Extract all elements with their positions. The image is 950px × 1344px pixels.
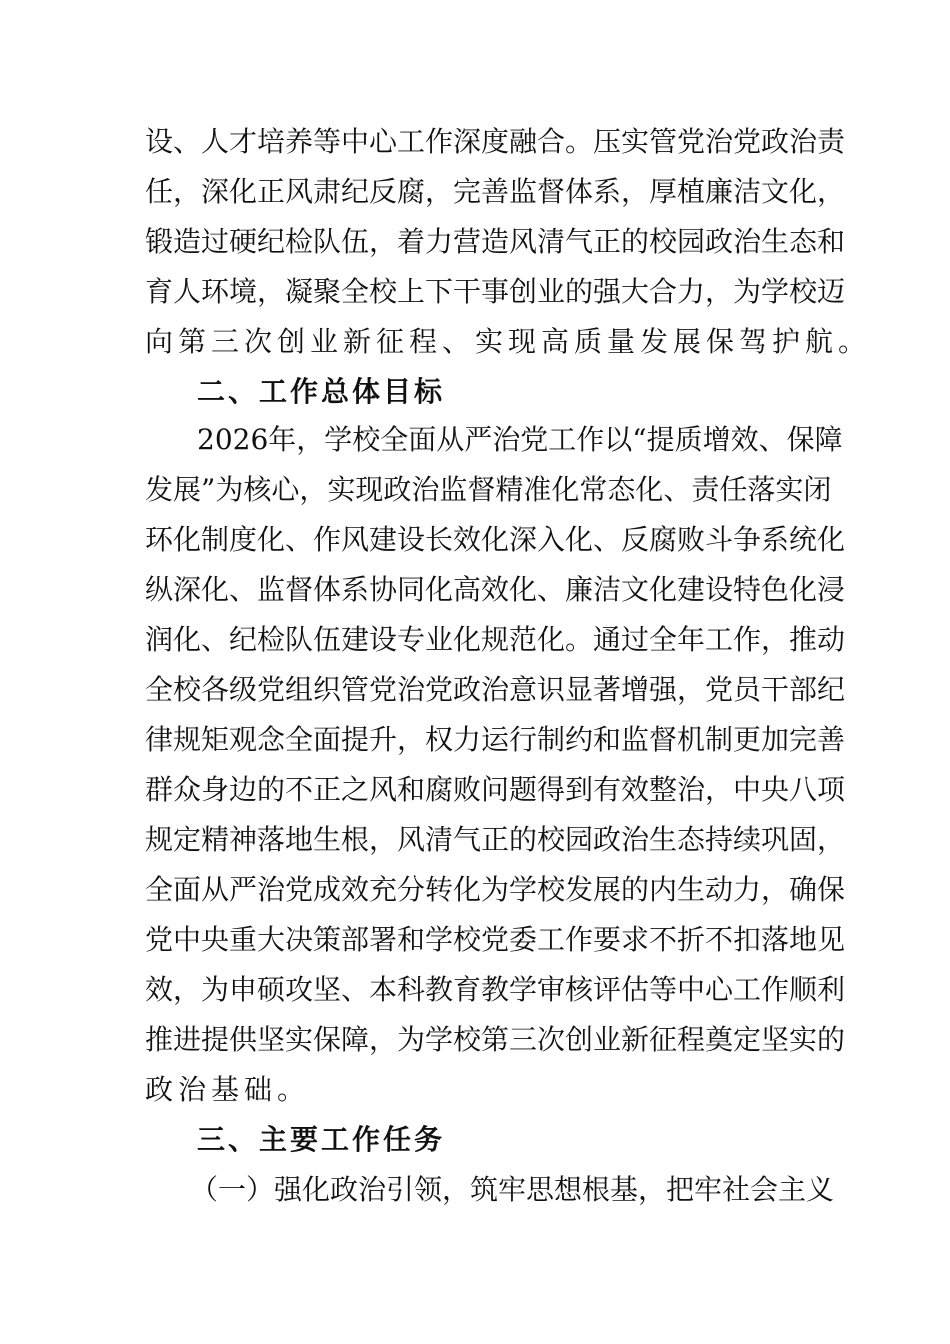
paragraph-line: 2026年，学校全面从严治党工作以“提质增效、保障 [197, 423, 843, 456]
paragraph-line: 规定精神落地生根，风清气正的校园政治生态持续巩固， [145, 823, 846, 856]
paragraph-line: 锻造过硬纪检队伍，着力营造风清气正的校园政治生态和 [145, 225, 846, 258]
paragraph-line: 育人环境，凝聚全校上下干事创业的强大合力，为学校迈 [145, 275, 846, 308]
paragraph-line: 律规矩观念全面提升，权力运行制约和监督机制更加完善 [145, 723, 846, 756]
subsection-heading: （一）强化政治引领，筑牢思想根基，把牢社会主义 [190, 1173, 835, 1206]
section-heading: 二、工作总体目标 [197, 375, 446, 408]
paragraph-line: 向第三次创业新征程、实现高质量发展保驾护航。 [145, 325, 872, 358]
paragraph-line: 环化制度化、作风建设长效化深入化、反腐败斗争系统化 [145, 523, 846, 556]
paragraph-line: 政治基础。 [145, 1073, 311, 1106]
paragraph-line: 全校各级党组织管党治党政治意识显著增强，党员干部纪 [145, 673, 846, 706]
paragraph-line: 党中央重大决策部署和学校党委工作要求不折不扣落地见 [145, 923, 846, 956]
paragraph-line: 群众身边的不正之风和腐败问题得到有效整治，中央八项 [145, 773, 846, 806]
paragraph-line: 推进提供坚实保障，为学校第三次创业新征程奠定坚实的 [145, 1023, 846, 1056]
paragraph-line: 任，深化正风肃纪反腐，完善监督体系，厚植廉洁文化， [145, 175, 846, 208]
paragraph-line: 设、人才培养等中心工作深度融合。压实管党治党政治责 [145, 125, 846, 158]
paragraph-line: 纵深化、监督体系协同化高效化、廉洁文化建设特色化浸 [145, 573, 846, 606]
paragraph-line: 全面从严治党成效充分转化为学校发展的内生动力，确保 [145, 873, 846, 906]
section-heading: 三、主要工作任务 [197, 1123, 446, 1156]
paragraph-line: 效，为申硕攻坚、本科教育教学审核评估等中心工作顺利 [145, 973, 846, 1006]
paragraph-line: 润化、纪检队伍建设专业化规范化。通过全年工作，推动 [145, 623, 846, 656]
paragraph-line: 发展”为核心，实现政治监督精准化常态化、责任落实闭 [145, 473, 832, 506]
